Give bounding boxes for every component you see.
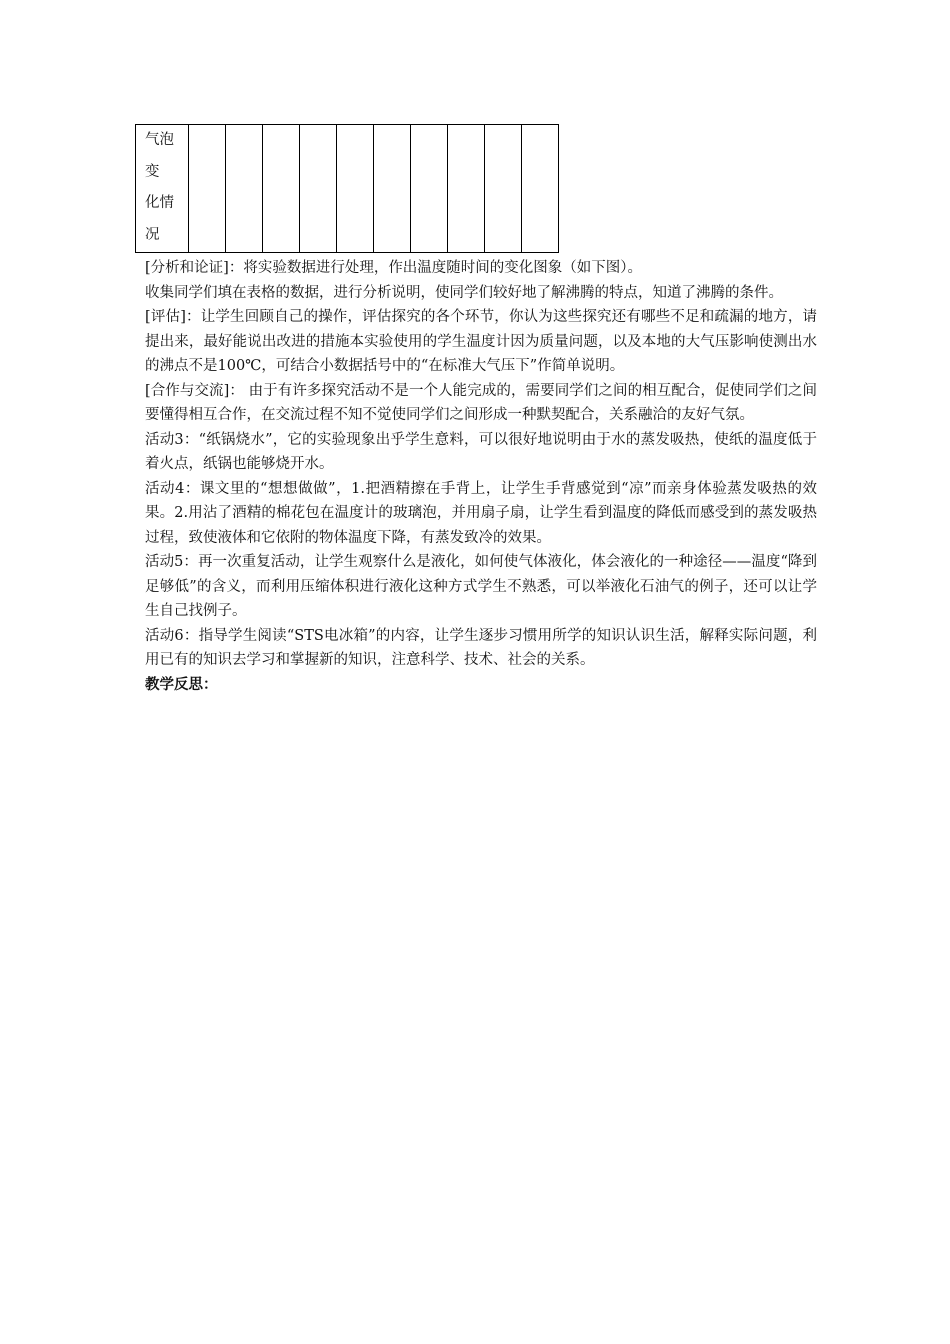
- empty-cell: [300, 125, 337, 253]
- empty-cell: [448, 125, 485, 253]
- empty-cell: [226, 125, 263, 253]
- empty-cell: [263, 125, 300, 253]
- body-text: [145, 256, 817, 697]
- activity-4-paragraph: 活动4：课文里的“想想做做”，1.把酒精擦在手背上，让学生手背感觉到“凉”而亲身体验蒸发吸热的效果。2.用沾了酒精的棉花包在温度计的玻璃泡，并用扇子扇，让学生看到温度的降低而感受到的蒸发吸热过程，致使液体和它依附的物体温度下降，有蒸发致冷的效果。: [145, 480, 817, 546]
- row-label-line: 气泡: [145, 132, 174, 148]
- empty-cell: [337, 125, 374, 253]
- empty-cell: [189, 125, 226, 253]
- bubble-observation-table: [135, 124, 559, 253]
- data-collection-paragraph: 收集同学们填在表格的数据，进行分析说明，使同学们较好地了解沸腾的特点，知道了沸腾的条件。: [145, 284, 783, 301]
- activity-5-paragraph: 活动5：再一次重复活动，让学生观察什么是液化，如何使气体液化，体会液化的一种途径——温度“降到足够低”的含义，而利用压缩体积进行液化这种方式学生不熟悉，可以举液化石油气的例子，还可以让学生自己找例子。: [145, 554, 817, 619]
- empty-cell: [485, 125, 522, 253]
- activity-6-paragraph: 活动6：指导学生阅读“STS电冰箱”的内容，让学生逐步习惯用所学的知识认识生活，解释实际问题，利用已有的知识去学习和掌握新的知识，注意科学、技术、社会的关系。: [145, 627, 817, 668]
- row-label-bubble-change: [136, 125, 189, 253]
- empty-cell: [374, 125, 411, 253]
- cooperation-paragraph: [合作与交流]： 由于有许多探究活动不是一个人能完成的，需要同学们之间的相互配合，促使同学们之间要懂得相互合作，在交流过程不知不觉使同学们之间形成一种默契配合，关系融洽的友好气氛。: [145, 382, 817, 423]
- table-row: [136, 125, 559, 253]
- empty-cell: [411, 125, 448, 253]
- row-label-line: 化情: [145, 195, 174, 211]
- empty-cell: [522, 125, 559, 253]
- row-label-line: 变: [145, 163, 160, 180]
- analysis-paragraph: [分析和论证]：将实验数据进行处理，作出温度随时间的变化图象（如下图）。: [145, 260, 643, 276]
- activity-3-paragraph: 活动3：“纸锅烧水”，它的实验现象出乎学生意料，可以很好地说明由于水的蒸发吸热，使纸的温度低于着火点，纸锅也能够烧开水。: [145, 431, 817, 472]
- evaluation-paragraph: [评估]：让学生回顾自己的操作，评估探究的各个环节，你认为这些探究还有哪些不足和疏漏的地方，请提出来，最好能说出改进的措施本实验使用的学生温度计因为质量问题，以及本地的大气压影响使测出水的沸点不是100℃，可结合小数据括号中的“在标准大气压下”作简单说明。: [145, 309, 817, 374]
- row-label-line: 况: [145, 226, 160, 243]
- teaching-reflection-heading: 教学反思：: [145, 676, 218, 693]
